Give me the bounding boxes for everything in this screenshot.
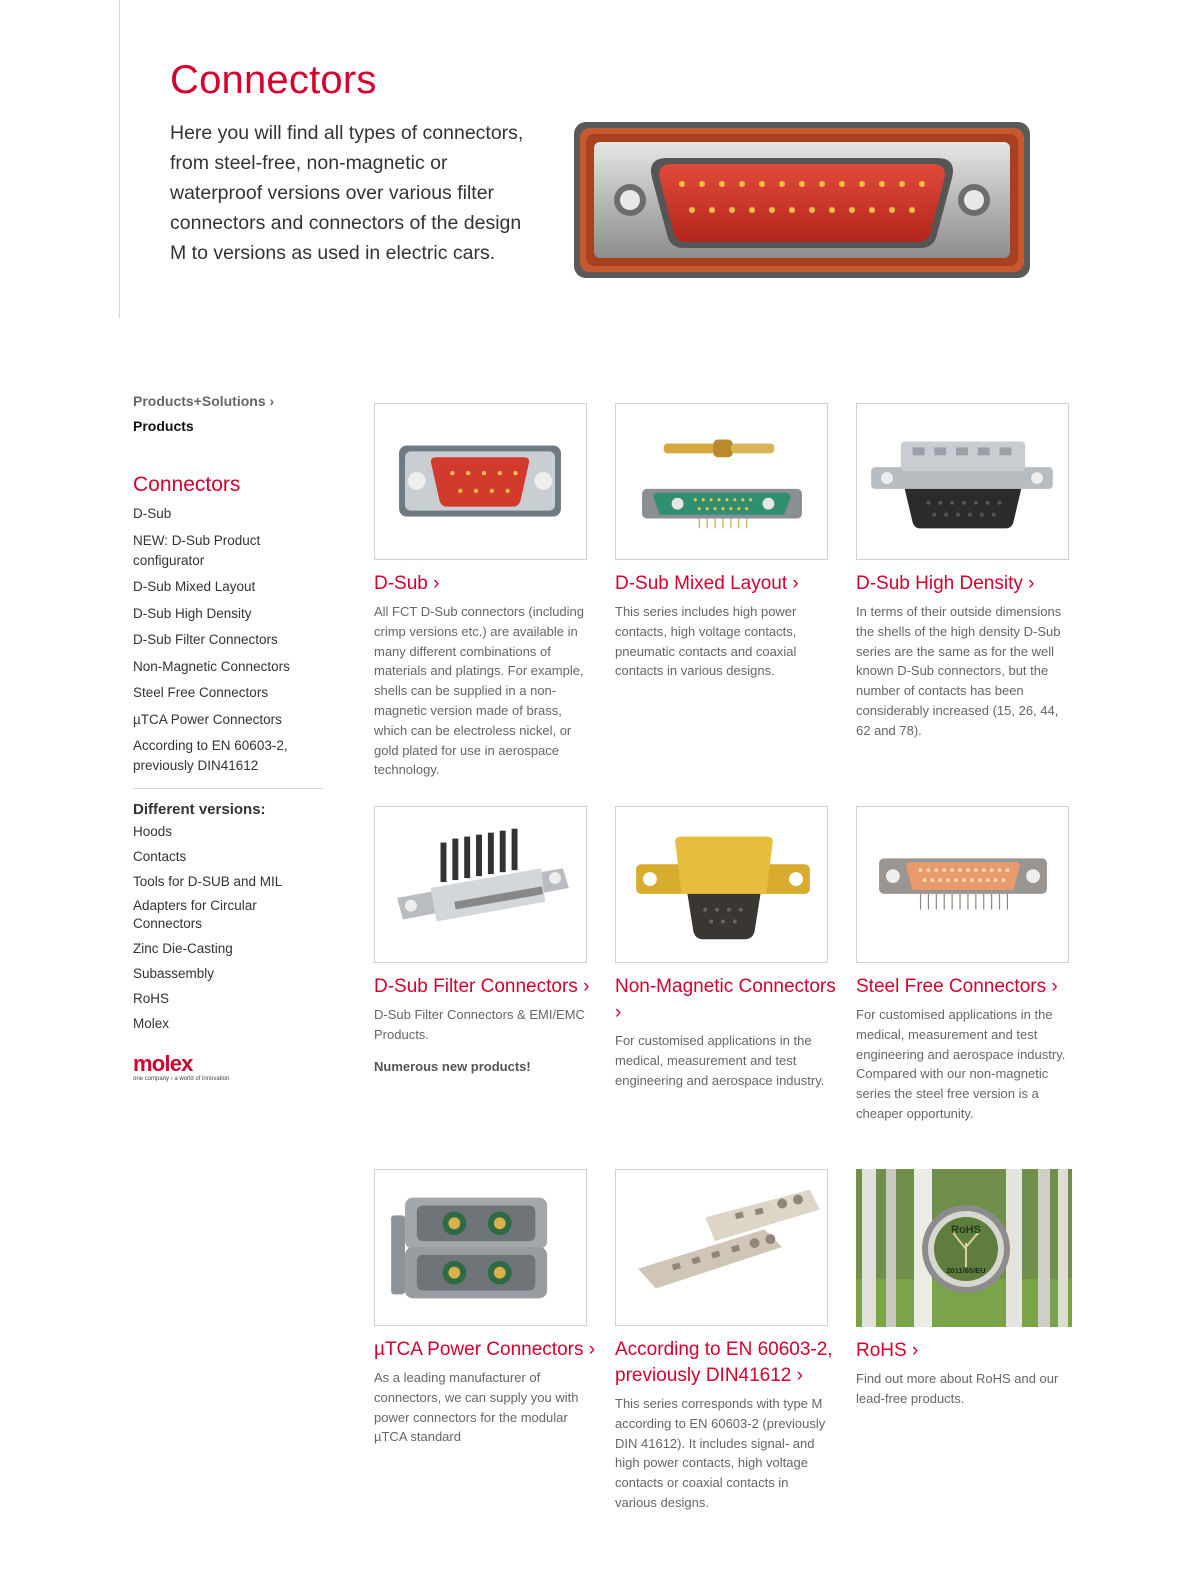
rohs-image[interactable] (856, 1169, 1072, 1327)
hero-connector-image (572, 120, 1032, 280)
en-60603-image[interactable] (615, 1169, 828, 1326)
utca-image[interactable] (374, 1169, 587, 1326)
d-sub-description: All FCT D-Sub connectors (including crimp versions etc.) are available in many different combinations of materials and platings. For example, shells can be supplied in a non-magnetic version made of brass, which can be electroless nickel, or gold plated for use in aerospace technology. (374, 604, 585, 778)
sidebar-item-utca-power[interactable]: µTCA Power Connectors (133, 711, 282, 727)
d-sub-image[interactable] (374, 403, 587, 560)
sidebar-item-zinc-die-casting[interactable]: Zinc Die-Casting (133, 941, 233, 957)
steel-free-link[interactable]: Steel Free Connectors › (856, 976, 1058, 997)
rohs-link[interactable]: RoHS › (856, 1340, 919, 1361)
utca-link[interactable]: µTCA Power Connectors › (374, 1339, 596, 1360)
sidebar-category-list (133, 504, 323, 776)
steel-free-description: For customised applications in the medical, measurement and test engineering and aerospace industry. Compared with our non-magnetic series the steel free version is a cheaper opportunity. (856, 1007, 1066, 1121)
sidebar-item-mixed-layout[interactable]: D-Sub Mixed Layout (133, 579, 256, 594)
rohs-badge-title: RoHS (951, 1224, 981, 1236)
sidebar-item-hoods[interactable]: Hoods (133, 824, 173, 839)
page-title: Connectors (170, 58, 377, 102)
filter-connectors-note: Numerous new products! (374, 1058, 531, 1074)
non-magnetic-link[interactable]: Non-Magnetic Connectors › (615, 976, 836, 1023)
non-magnetic-description: For customised applications in the medical, measurement and test engineering and aerospace industry. (615, 1033, 825, 1088)
sidebar-item-product-configurator[interactable]: NEW: D-Sub Product configurator (133, 532, 261, 568)
molex-logo-word: molex (133, 1050, 193, 1076)
mixed-layout-image[interactable] (615, 403, 828, 560)
product-card-non-magnetic (615, 806, 845, 1090)
product-card-filter (374, 806, 604, 1074)
en-60603-description: This series corresponds with type M according to EN 60603-2 (previously DIN 41612). It includes signal- and high power contacts, high voltage contacts or coaxial contacts in various designs. (615, 1396, 826, 1510)
high-density-link[interactable]: D-Sub High Density › (856, 573, 1035, 594)
breadcrumb-products-solutions[interactable]: Products+Solutions › (133, 393, 275, 409)
product-card-d-sub (374, 403, 604, 780)
molex-logo[interactable] (133, 1050, 323, 1083)
sidebar-item-d-sub[interactable]: D-Sub (133, 506, 172, 521)
sidebar-item-steel-free[interactable]: Steel Free Connectors (133, 685, 269, 700)
sidebar-item-non-magnetic[interactable]: Non-Magnetic Connectors (133, 658, 290, 674)
sidebar-item-subassembly[interactable]: Subassembly (133, 965, 215, 981)
sidebar-divider (133, 788, 323, 789)
rohs-description: Find out more about RoHS and our lead-free products. (856, 1371, 1059, 1406)
filter-connector-image[interactable] (374, 806, 587, 963)
product-card-en-60603 (615, 1169, 845, 1513)
rohs-badge-text: 2011/65/EU (946, 1266, 986, 1275)
steel-free-image[interactable] (856, 806, 1069, 963)
versions-heading: Different versions: (133, 801, 266, 818)
d-sub-link[interactable]: D-Sub › (374, 573, 440, 594)
sidebar-heading[interactable]: Connectors (133, 473, 241, 496)
product-card-mixed-layout (615, 403, 845, 681)
utca-description: As a leading manufacturer of connectors, we can supply you with power connectors for the modular µTCA standard (374, 1370, 579, 1445)
left-divider (119, 0, 120, 318)
non-magnetic-image[interactable] (615, 806, 828, 963)
page-intro: Here you will find all types of connectors, from steel-free, non-magnetic or waterproof versions over various filter connectors and connectors of the design M to versions as used in electric cars. (170, 122, 524, 264)
product-card-utca (374, 1169, 604, 1447)
en-60603-link[interactable]: According to EN 60603-2, previously DIN41612 › (615, 1339, 833, 1386)
sidebar-item-adapters[interactable]: Adapters for Circular Connectors (133, 898, 257, 932)
filter-connectors-description: D-Sub Filter Connectors & EMI/EMC Products. (374, 1007, 585, 1042)
versions-list (133, 823, 323, 1033)
sidebar-item-high-density[interactable]: D-Sub High Density (133, 605, 252, 621)
sidebar (133, 390, 323, 1083)
product-card-rohs (856, 1169, 1086, 1409)
sidebar-item-molex[interactable]: Molex (133, 1015, 170, 1031)
sidebar-item-rohs[interactable]: RoHS (133, 990, 170, 1006)
product-card-steel-free (856, 806, 1086, 1124)
product-card-high-density (856, 403, 1086, 741)
sidebar-item-en-60603[interactable]: According to EN 60603-2, previously DIN41612 (133, 738, 288, 773)
high-density-image[interactable] (856, 403, 1069, 560)
molex-logo-tagline: one company › a world of innovation (133, 1075, 230, 1082)
mixed-layout-link[interactable]: D-Sub Mixed Layout › (615, 573, 799, 594)
sidebar-item-contacts[interactable]: Contacts (133, 848, 187, 864)
sidebar-item-filter-connectors[interactable]: D-Sub Filter Connectors (133, 632, 278, 647)
high-density-description: In terms of their outside dimensions the shells of the high density D-Sub series are the same as for the well known D-Sub connectors, but the number of contacts has been considerably increased (15, 26, 44, 62 and 78). (856, 604, 1062, 738)
breadcrumb-current: Products (133, 418, 194, 434)
mixed-layout-description: This series includes high power contacts, high voltage contacts, pneumatic contacts and coaxial contacts in various designs. (615, 604, 797, 679)
sidebar-item-tools[interactable]: Tools for D-SUB and MIL (133, 873, 283, 889)
filter-connectors-link[interactable]: D-Sub Filter Connectors › (374, 976, 590, 997)
